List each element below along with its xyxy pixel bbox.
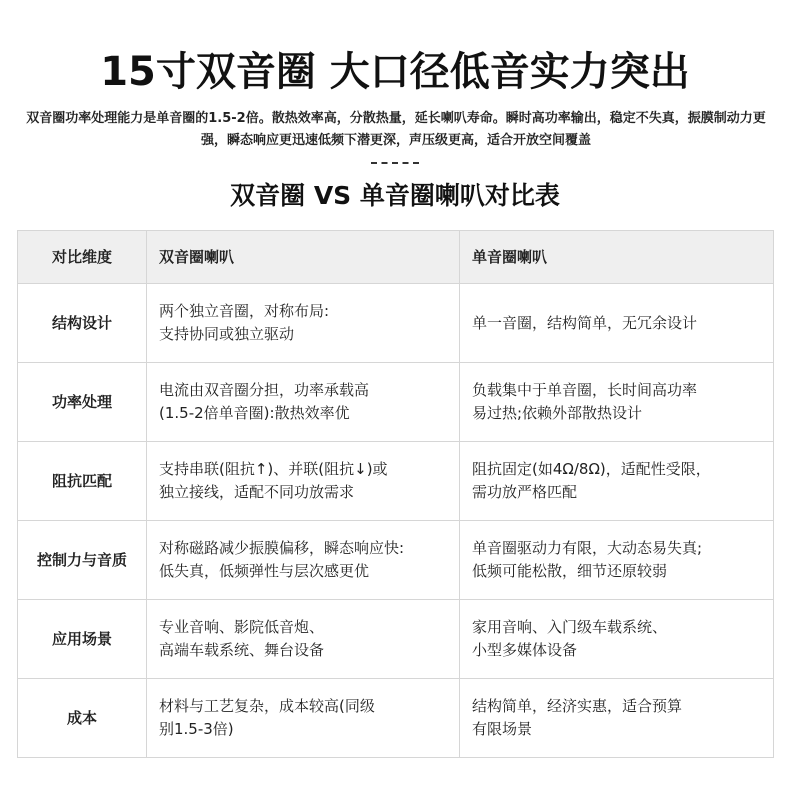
cell-line: (1.5-2倍单音圈):散热效率优 [159,404,350,422]
cell-line: 易过热;依赖外部散热设计 [472,404,643,422]
row-dimension: 结构设计 [18,284,147,363]
table-row [18,363,774,442]
cell-line: 需功放严格匹配 [472,483,578,501]
single-coil-cell [460,363,774,442]
cell-line: 高端车载系统、舞台设备 [159,641,325,659]
table-row [18,442,774,521]
table-header-row [18,231,774,284]
dual-coil-cell [147,284,460,363]
cell-line: 对称磁路减少振膜偏移，瞬态响应快: [159,539,405,557]
cell-line: 两个独立音圈，对称布局: [159,302,330,320]
table-title: 双音圈 VS 单音圈喇叭对比表 [230,181,560,210]
column-header-single-coil: 单音圈喇叭 [460,231,774,284]
single-coil-cell [460,284,774,363]
cell-line: 结构简单，经济实惠，适合预算 [472,697,683,715]
cell-line: 专业音响、影院低音炮、 [159,618,325,636]
dual-coil-cell [147,679,460,758]
table-row [18,679,774,758]
row-dimension: 控制力与音质 [18,521,147,600]
cell-line: 电流由双音圈分担，功率承载高 [159,381,370,399]
cell-line: 低失真，低频弹性与层次感更优 [159,562,370,580]
cell-line: 低频可能松散，细节还原较弱 [472,562,668,580]
cell-line: 支持协同或独立驱动 [159,325,295,343]
comparison-table [17,230,774,758]
row-dimension: 阻抗匹配 [18,442,147,521]
dual-coil-cell [147,363,460,442]
cell-line: 别1.5-3倍) [159,720,234,738]
dual-coil-cell [147,521,460,600]
dual-coil-cell [147,600,460,679]
divider [371,162,419,164]
single-coil-cell [460,600,774,679]
cell-line: 小型多媒体设备 [472,641,578,659]
cell-line: 有限场景 [472,720,533,738]
row-dimension: 应用场景 [18,600,147,679]
column-header-dual-coil: 双音圈喇叭 [147,231,460,284]
single-coil-cell [460,679,774,758]
page-title: 15寸双音圈 大口径低音实力突出 [100,49,690,95]
cell-line: 负载集中于单音圈，长时间高功率 [472,381,698,399]
cell-line: 独立接线，适配不同功放需求 [159,483,355,501]
cell-line: 家用音响、入门级车载系统、 [472,618,668,636]
cell-line: 单音圈驱动力有限，大动态易失真; [472,539,703,557]
row-dimension: 成本 [18,679,147,758]
table-row [18,284,774,363]
dual-coil-cell [147,442,460,521]
cell-line: 材料与工艺复杂，成本较高(同级 [159,697,375,715]
description-text: 双音圈功率处理能力是单音圈的1.5-2倍。散热效率高，分散热量，延长喇叭寿命。瞬时高功率输出，稳定不失真，振膜制动力更强，瞬态响应更迅速低频下潜更深，声压级更高，适合开放空间覆盖 [26,111,766,148]
single-coil-cell [460,442,774,521]
table-row [18,600,774,679]
cell-line: 支持串联(阻抗↑)、并联(阻抗↓)或 [159,460,388,478]
cell-line: 阻抗固定(如4Ω/8Ω)，适配性受限， [472,460,711,478]
cell-line: 单一音圈，结构简单，无冗余设计 [472,313,698,332]
column-header-dimension: 对比维度 [18,231,147,284]
row-dimension: 功率处理 [18,363,147,442]
table-row [18,521,774,600]
single-coil-cell [460,521,774,600]
